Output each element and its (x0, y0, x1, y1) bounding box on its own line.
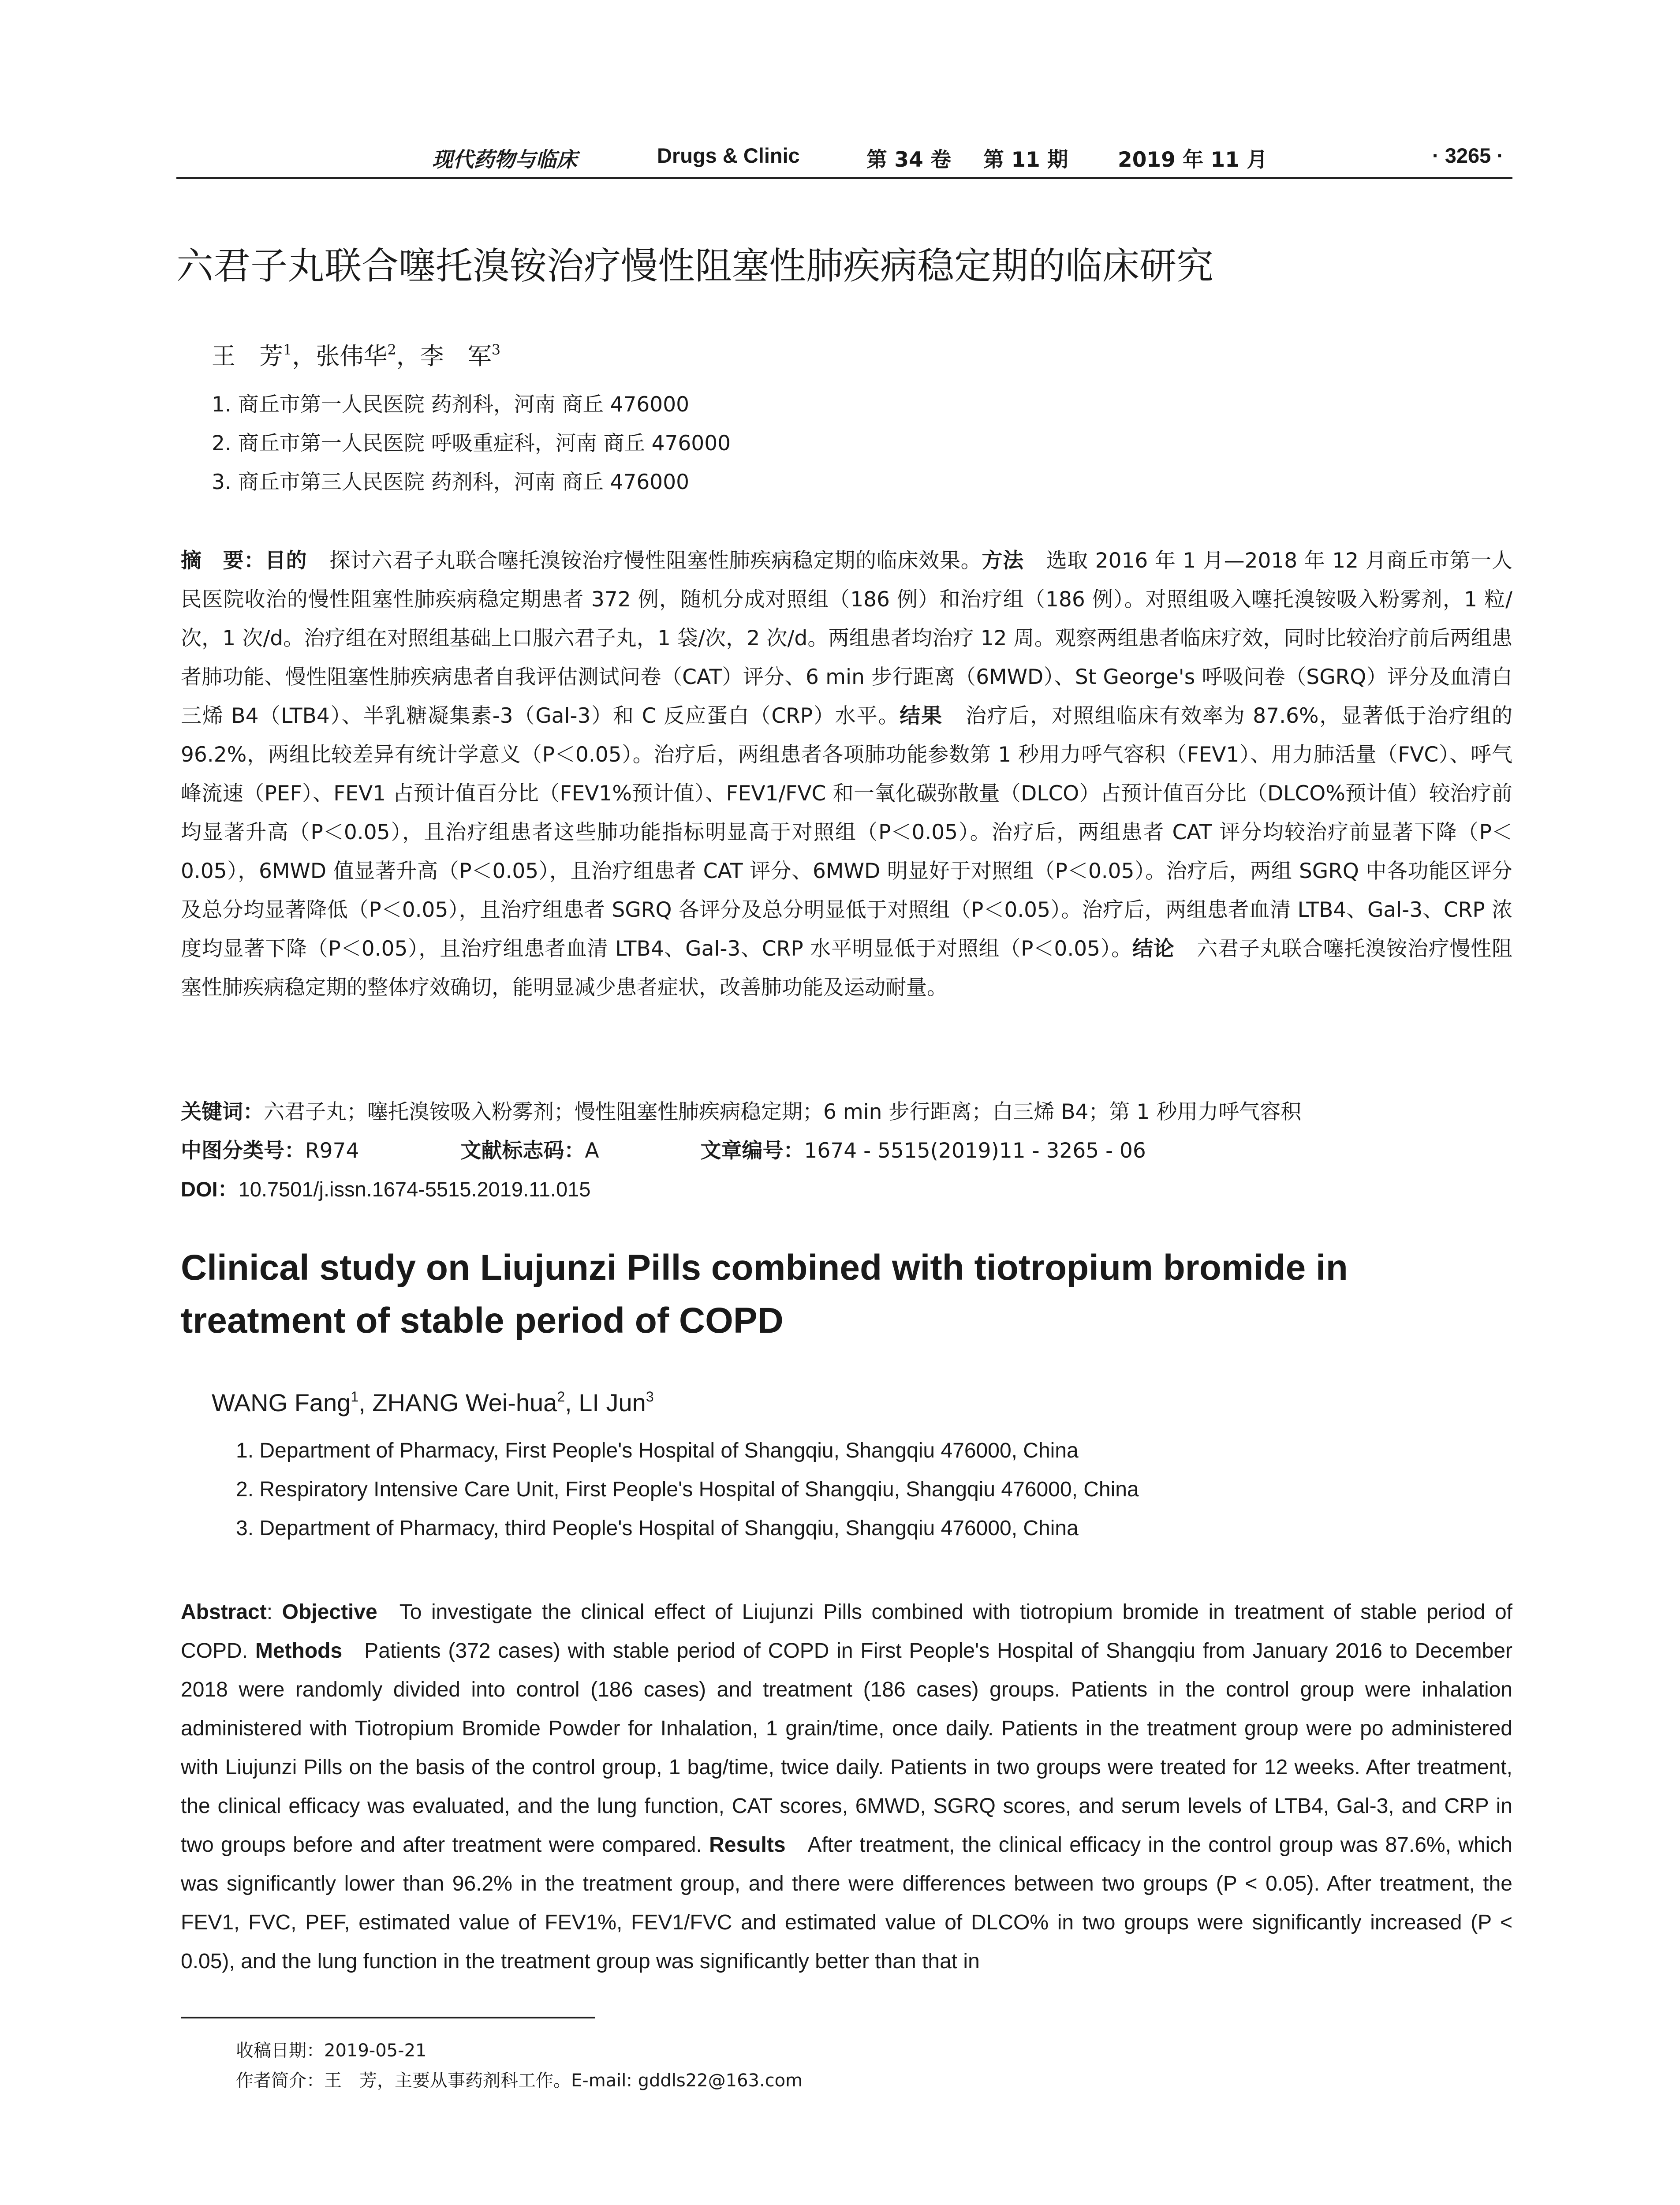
author-separator: ， (292, 342, 316, 370)
abstract-en (181, 1593, 1512, 1981)
received-value: 2019-05-21 (324, 2041, 427, 2061)
objective-text: 探讨六君子丸联合噻托溴铵治疗慢性阻塞性肺疾病稳定期的临床效果。 (329, 549, 982, 573)
title-cn: 六君子丸联合噻托溴铵治疗慢性阻塞性肺疾病稳定期的临床研究 (176, 244, 1214, 288)
author-name: 李 军 (420, 342, 492, 370)
journal-name-cn: 现代药物与临床 (432, 148, 577, 172)
author-name: 王 芳 (212, 342, 283, 370)
keywords-text: 六君子丸；噻托溴铵吸入粉雾剂；慢性阻塞性肺疾病稳定期；6 min 步行距离；白三烯 B4；第 1 秒用力呼气容积 (264, 1100, 1302, 1124)
keywords-label: 关键词： (181, 1100, 264, 1124)
objective-label: Objective (282, 1600, 377, 1624)
affiliation-cn: 1. 商丘市第一人民医院 药剂科，河南 商丘 476000 (212, 392, 690, 417)
doi-line (181, 1173, 590, 1203)
affiliation-cn: 2. 商丘市第一人民医院 呼吸重症科，河南 商丘 476000 (212, 431, 731, 456)
doi-value: 10.7501/j.issn.1674-5515.2019.11.015 (238, 1177, 591, 1201)
author-separator: , (358, 1389, 373, 1416)
methods-label: 方法 (982, 549, 1024, 573)
author-bio-text: 王 芳，主要从事药剂科工作。E-mail: gddls22@163.com (324, 2070, 803, 2091)
abstract-colon: : (266, 1600, 282, 1624)
header-rule (176, 177, 1512, 179)
running-header (176, 143, 1512, 171)
footnote-rule (181, 2017, 595, 2018)
methods-text: Patients (372 cases) with stable period of COPD in First People's Hospital of Shangqiu from January 2016 to December 2018 were randomly divided into control (186 cases) and treatment (186 cases) groups. Patients in the control group were inhalation administered with Tiotropium Bromide Powder for Inhalation, 1 grain/time, once daily. Patients in the treatment group were po administered with Liujunzi Pills on the basis of the control group, 1 bag/time, twice daily. Patients in two groups were treated for 12 weeks. After treatment, the clinical efficacy was evaluated, and the lung function, CAT scores, 6MWD, SGRQ scores, and serum levels of LTB4, Gal-3, and CRP in two groups before and after treatment were compared. (181, 1639, 1512, 1857)
author-name: LI Jun (579, 1389, 646, 1416)
doi-label: DOI： (181, 1177, 239, 1201)
title-en: Clinical study on Liujunzi Pills combined with tiotropium bromide in treatment of stable period of COPD (181, 1248, 1348, 1341)
author-affil-mark: 1 (351, 1389, 359, 1405)
doc-code-value: A (585, 1139, 599, 1163)
affiliation-en: 3. Department of Pharmacy, third People's Hospital of Shangqiu, Shangqiu 476000, China (236, 1517, 1079, 1540)
received-date (236, 2037, 426, 2062)
author-bio-label: 作者简介： (236, 2070, 324, 2091)
abstract-label: 摘 要： (181, 549, 265, 573)
article-no-value: 1674 - 5515(2019)11 - 3265 - 06 (804, 1139, 1146, 1163)
results-text: 治疗后，对照组临床有效率为 87.6%，显著低于治疗组的 96.2%，两组比较差异有统计学意义（P＜0.05）。治疗后，两组患者各项肺功能参数第 1 秒用力呼气容积（FEV1）、用力肺活量（FVC）、呼气峰流速（PEF）、FEV1 占预计值百分比（FEV1%预计值）、FEV1/FVC 和一氧化碳弥散量（DLCO）占预计值百分比（DLCO%预计值）较治疗前均显著升高（P＜0.05），且治疗组患者这些肺功能指标明显高于对照组（P＜0.05）。治疗后，两组患者 CAT 评分均较治疗前显著下降（P＜0.05），6MWD 值显著升高（P＜0.05），且治疗组患者 CAT 评分、6MWD 明显好于对照组（P＜0.05）。治疗后，两组 SGRQ 中各功能区评分及总分均显著降低（P＜0.05），且治疗组患者 SGRQ 各评分及总分明显低于对照组（P＜0.05）。治疗后，两组患者血清 LTB4、Gal-3、CRP 浓度均显著下降（P＜0.05），且治疗组患者血清 LTB4、Gal-3、CRP 水平明显低于对照组（P＜0.05）。 (181, 704, 1512, 961)
affiliation-en: 2. Respiratory Intensive Care Unit, First People's Hospital of Shangqiu, Shangqiu 476000, China (236, 1478, 1139, 1501)
issue: 第 11 期 (983, 148, 1068, 172)
page-number: · 3265 · (1432, 144, 1504, 167)
methods-label: Methods (255, 1639, 343, 1663)
journal-name-en: Drugs & Clinic (657, 144, 800, 167)
clc-label: 中图分类号： (181, 1139, 305, 1163)
affiliation-cn: 3. 商丘市第三人民医院 药剂科，河南 商丘 476000 (212, 470, 690, 494)
abstract-label: Abstract (181, 1600, 267, 1624)
author-affil-mark: 2 (387, 341, 396, 358)
author-name: ZHANG Wei-hua (372, 1389, 557, 1416)
objective-label: 目的 (265, 549, 307, 573)
article-no-label: 文章编号： (700, 1139, 804, 1163)
affiliation-en: 1. Department of Pharmacy, First People's Hospital of Shangqiu, Shangqiu 476000, China (236, 1439, 1079, 1462)
volume: 第 34 卷 (866, 148, 952, 172)
author-separator: ， (396, 342, 420, 370)
objective-text: To investigate the clinical effect of Liujunzi Pills combined with tiotropium bromide in treatment of stable period of COPD. (181, 1600, 1513, 1663)
conclusion-label: 结论 (1132, 937, 1175, 961)
abstract-cn (181, 542, 1512, 1007)
conclusion-text: 六君子丸联合噻托溴铵治疗慢性阻塞性肺疾病稳定期的整体疗效确切，能明显减少患者症状，改善肺功能及运动耐量。 (181, 937, 1513, 1000)
results-text: After treatment, the clinical efficacy in the control group was 87.6%, which was significantly lower than 96.2% in the treatment group, and there were differences between two groups (P < 0.05). After treatment, the FEV1, FVC, PEF, estimated value of FEV1%, FEV1/FVC and estimated value of DLCO% in two groups were significantly increased (P < 0.05), and the lung function in the treatment group was significantly better than that in (181, 1833, 1512, 1973)
author-bio (236, 2067, 803, 2092)
methods-text: 选取 2016 年 1 月—2018 年 12 月商丘市第一人民医院收治的慢性阻塞性肺疾病稳定期患者 372 例，随机分成对照组（186 例）和治疗组（186 例）。对照组吸入噻托溴铵吸入粉雾剂，1 粒/次，1 次/d。治疗组在对照组基础上口服六君子丸，1 袋/次，2 次/d。两组患者均治疗 12 周。观察两组患者临床疗效，同时比较治疗前后两组患者肺功能、慢性阻塞性肺疾病患者自我评估测试问卷（CAT）评分、6 min 步行距离（6MWD）、St George's 呼吸问卷（SGRQ）评分及血清白三烯 B4（LTB4）、半乳糖凝集素-3（Gal-3）和 C 反应蛋白（CRP）水平。 (181, 549, 1513, 728)
author-affil-mark: 3 (646, 1389, 654, 1405)
author-name: 张伟华 (316, 342, 388, 370)
author-name: WANG Fang (212, 1389, 351, 1416)
results-label: 结果 (900, 704, 943, 728)
authors-cn (212, 337, 500, 371)
author-affil-mark: 3 (491, 341, 501, 358)
doc-code-label: 文献标志码： (460, 1139, 585, 1163)
received-label: 收稿日期： (236, 2041, 324, 2061)
author-separator: , (565, 1389, 579, 1416)
issue-date: 2019 年 11 月 (1118, 148, 1268, 172)
keywords-cn (181, 1095, 1301, 1125)
author-affil-mark: 2 (557, 1389, 565, 1405)
classification-line (181, 1134, 1146, 1164)
results-label: Results (709, 1833, 786, 1857)
author-affil-mark: 1 (283, 341, 292, 358)
authors-en (212, 1388, 654, 1417)
clc-value: R974 (305, 1139, 359, 1163)
